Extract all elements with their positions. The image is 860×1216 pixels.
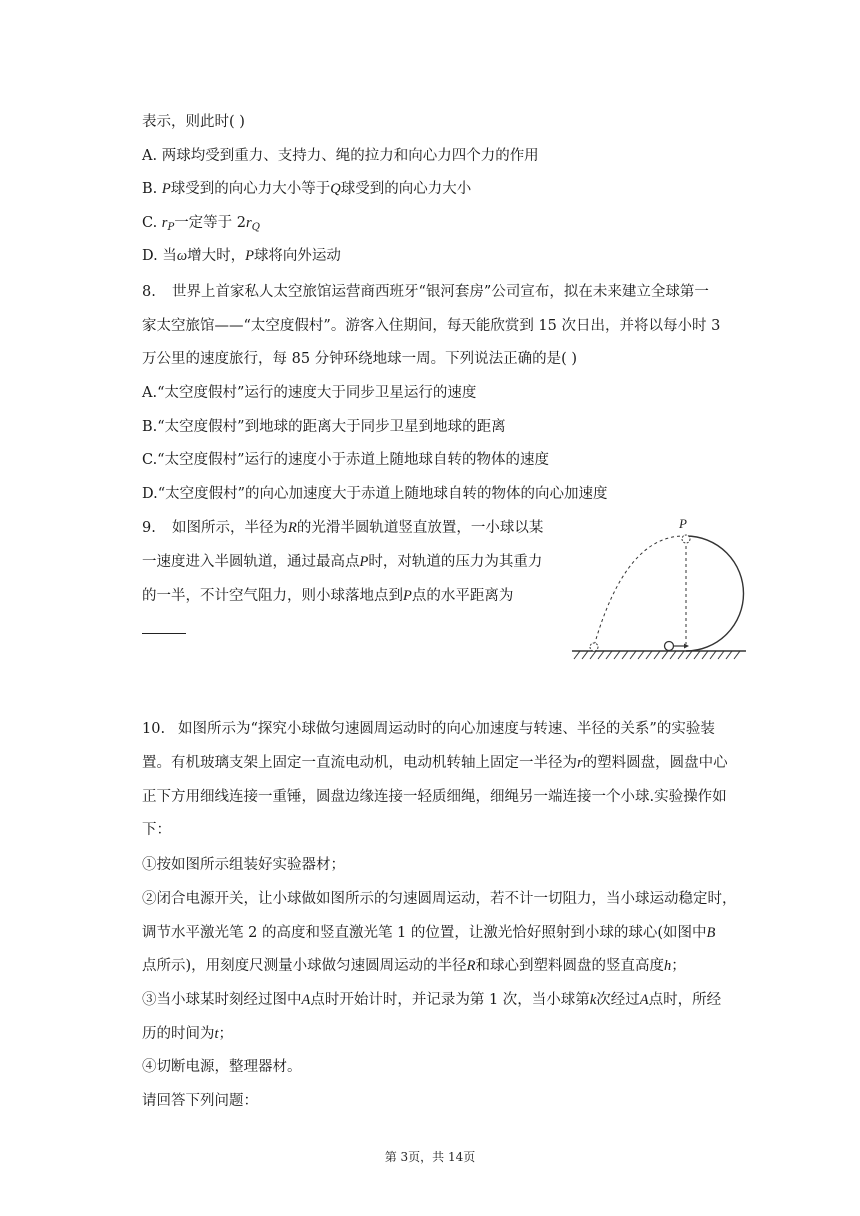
ball-landing xyxy=(590,643,598,651)
answer-blank xyxy=(142,633,186,634)
symbol-q: Q xyxy=(330,181,341,197)
q8-option-d: D.“太空度假村”的向心加速度大于赤道上随地球自转的物体的向心加速度 xyxy=(142,486,608,502)
q10-line-3: 正下方用细线连接一重锤，圆盘边缘连接一轻质细绳，细绳另一端连接一个小球.实验操作如 xyxy=(142,789,727,805)
q8-line-2: 家太空旅馆——“太空度假村”。游客入住期间，每天能欣赏到 15 次日出，并将以每小时 3 xyxy=(142,318,721,334)
q10-step-4: ④切断电源，整理器材。 xyxy=(142,1059,302,1075)
q7-stem-end: 表示，则此时( ) xyxy=(142,114,245,130)
question-text: 置。有机玻璃支架上固定一直流电动机，电动机转轴上固定一半径为 xyxy=(142,755,577,771)
symbol-p: P xyxy=(245,248,254,264)
q10-line-1 xyxy=(142,719,715,739)
symbol-t: t xyxy=(214,1026,219,1042)
question-text: 点时开始计时，并记录为第 1 次，当小球第 xyxy=(310,992,590,1008)
question-text: 点所示)，用刻度尺测量小球做匀速圆周运动的半径 xyxy=(142,958,467,974)
option-text: 球受到的向心力大小等于 xyxy=(170,181,331,197)
q8-line-3: 万公里的速度旅行，每 85 分钟环绕地球一周。下列说法正确的是( ) xyxy=(142,351,578,367)
q8-option-a: A.“太空度假村”运行的速度大于同步卫星运行的速度 xyxy=(142,385,477,401)
symbol-r: R xyxy=(466,958,476,974)
question-number: 10. xyxy=(142,721,166,737)
question-text: ； xyxy=(218,1026,234,1042)
question-text: 调节水平激光笔 2 的高度和竖直激光笔 1 的位置，让激光恰好照射到小球的球心(如图中 xyxy=(142,925,707,941)
symbol-a: A xyxy=(301,992,311,1008)
q10-line-4: 下： xyxy=(142,822,171,838)
q10-step-2-line-1: ②闭合电源开关，让小球做如图所示的匀速圆周运动，若不计一切阻力，当小球运动稳定时， xyxy=(142,891,737,907)
question-text: 时，对轨道的压力为其重力 xyxy=(368,554,543,570)
question-number: 9. xyxy=(142,520,156,536)
question-text: 点时，所经 xyxy=(648,992,722,1008)
symbol-h: h xyxy=(664,958,672,974)
question-text: 的塑料圆盘，圆盘中心 xyxy=(582,755,728,771)
symbol-r: R xyxy=(288,520,297,536)
question-text: 如图所示为“探究小球做匀速圆周运动时的向心加速度与转速、半径的关系”的实验装 xyxy=(178,721,715,737)
q9-line-2 xyxy=(142,552,542,572)
symbol-p: P xyxy=(161,181,171,197)
q8-line-1 xyxy=(142,282,709,302)
q7-option-b xyxy=(142,179,471,199)
trajectory-curve xyxy=(594,536,686,646)
question-text: 的一半，不计空气阻力，则小球落地点到 xyxy=(142,588,403,604)
question-text: 次经过 xyxy=(596,992,640,1008)
symbol-a: A xyxy=(639,992,649,1008)
option-text: 球将向外运动 xyxy=(253,248,341,264)
ground-hatching xyxy=(574,651,740,659)
symbol-b: B xyxy=(706,925,716,941)
symbol-p: P xyxy=(359,554,369,570)
symbol-r: r xyxy=(577,755,583,771)
q10-step-3-line-2 xyxy=(142,1024,233,1044)
q10-step-3-line-1 xyxy=(142,990,721,1010)
q10-step-2-line-3 xyxy=(142,956,686,976)
q10-step-2-line-2 xyxy=(142,923,715,943)
question-text: ； xyxy=(671,958,686,974)
q8-option-b: B.“太空度假村”到地球的距离大于同步卫星到地球的距离 xyxy=(142,419,506,435)
symbol-k: k xyxy=(589,992,597,1008)
q7-option-c xyxy=(142,213,260,238)
question-text: 历的时间为 xyxy=(142,1026,215,1042)
ball-at-top xyxy=(682,535,690,543)
option-text: D. 当 xyxy=(142,248,177,264)
semicircle-track-figure xyxy=(566,514,756,664)
option-text: 球受到的向心力大小 xyxy=(340,181,472,197)
q7-option-d xyxy=(142,246,341,266)
symbol-p: P xyxy=(403,588,412,604)
q8-option-c: C.“太空度假村”运行的速度小于赤道上随地球自转的物体的速度 xyxy=(142,452,550,468)
question-text: 和球心到塑料圆盘的竖直高度 xyxy=(475,958,665,974)
option-text: 增大时， xyxy=(187,248,246,264)
semicircle-track xyxy=(686,536,744,651)
option-label: C. xyxy=(142,215,162,231)
label-p: P xyxy=(679,516,687,531)
arrow-head-icon xyxy=(684,644,689,649)
option-text: 一定等于 2 xyxy=(174,215,247,231)
subscript-p: P xyxy=(167,222,175,233)
question-text: 如图所示，半径为 xyxy=(172,520,288,536)
question-number: 8. xyxy=(142,284,156,300)
q10-ask: 请回答下列问题： xyxy=(142,1093,258,1109)
symbol-r: r xyxy=(246,215,252,231)
question-text: ③当小球某时刻经过图中 xyxy=(142,992,302,1008)
option-label: B. xyxy=(142,181,162,197)
q9-line-1 xyxy=(142,518,543,538)
question-text: 点的水平距离为 xyxy=(411,588,514,604)
ball-at-bottom xyxy=(665,642,674,651)
subscript-q: Q xyxy=(251,222,260,233)
q7-option-a: A. 两球均受到重力、支持力、绳的拉力和向心力四个力的作用 xyxy=(142,148,539,164)
question-text: 一速度进入半圆轨道，通过最高点 xyxy=(142,554,360,570)
question-text: 的光滑半圆轨道竖直放置，一小球以某 xyxy=(296,520,544,536)
page-footer: 第 3页，共 14页 xyxy=(384,1150,476,1164)
symbol-r: r xyxy=(161,215,168,231)
question-text: 世界上首家私人太空旅馆运营商西班牙“银河套房”公司宣布，拟在未来建立全球第一 xyxy=(172,284,709,300)
q10-line-2 xyxy=(142,753,728,773)
q9-line-3 xyxy=(142,586,513,606)
symbol-omega: ω xyxy=(176,248,188,264)
q10-step-1: ①按如图所示组装好实验器材； xyxy=(142,857,345,873)
